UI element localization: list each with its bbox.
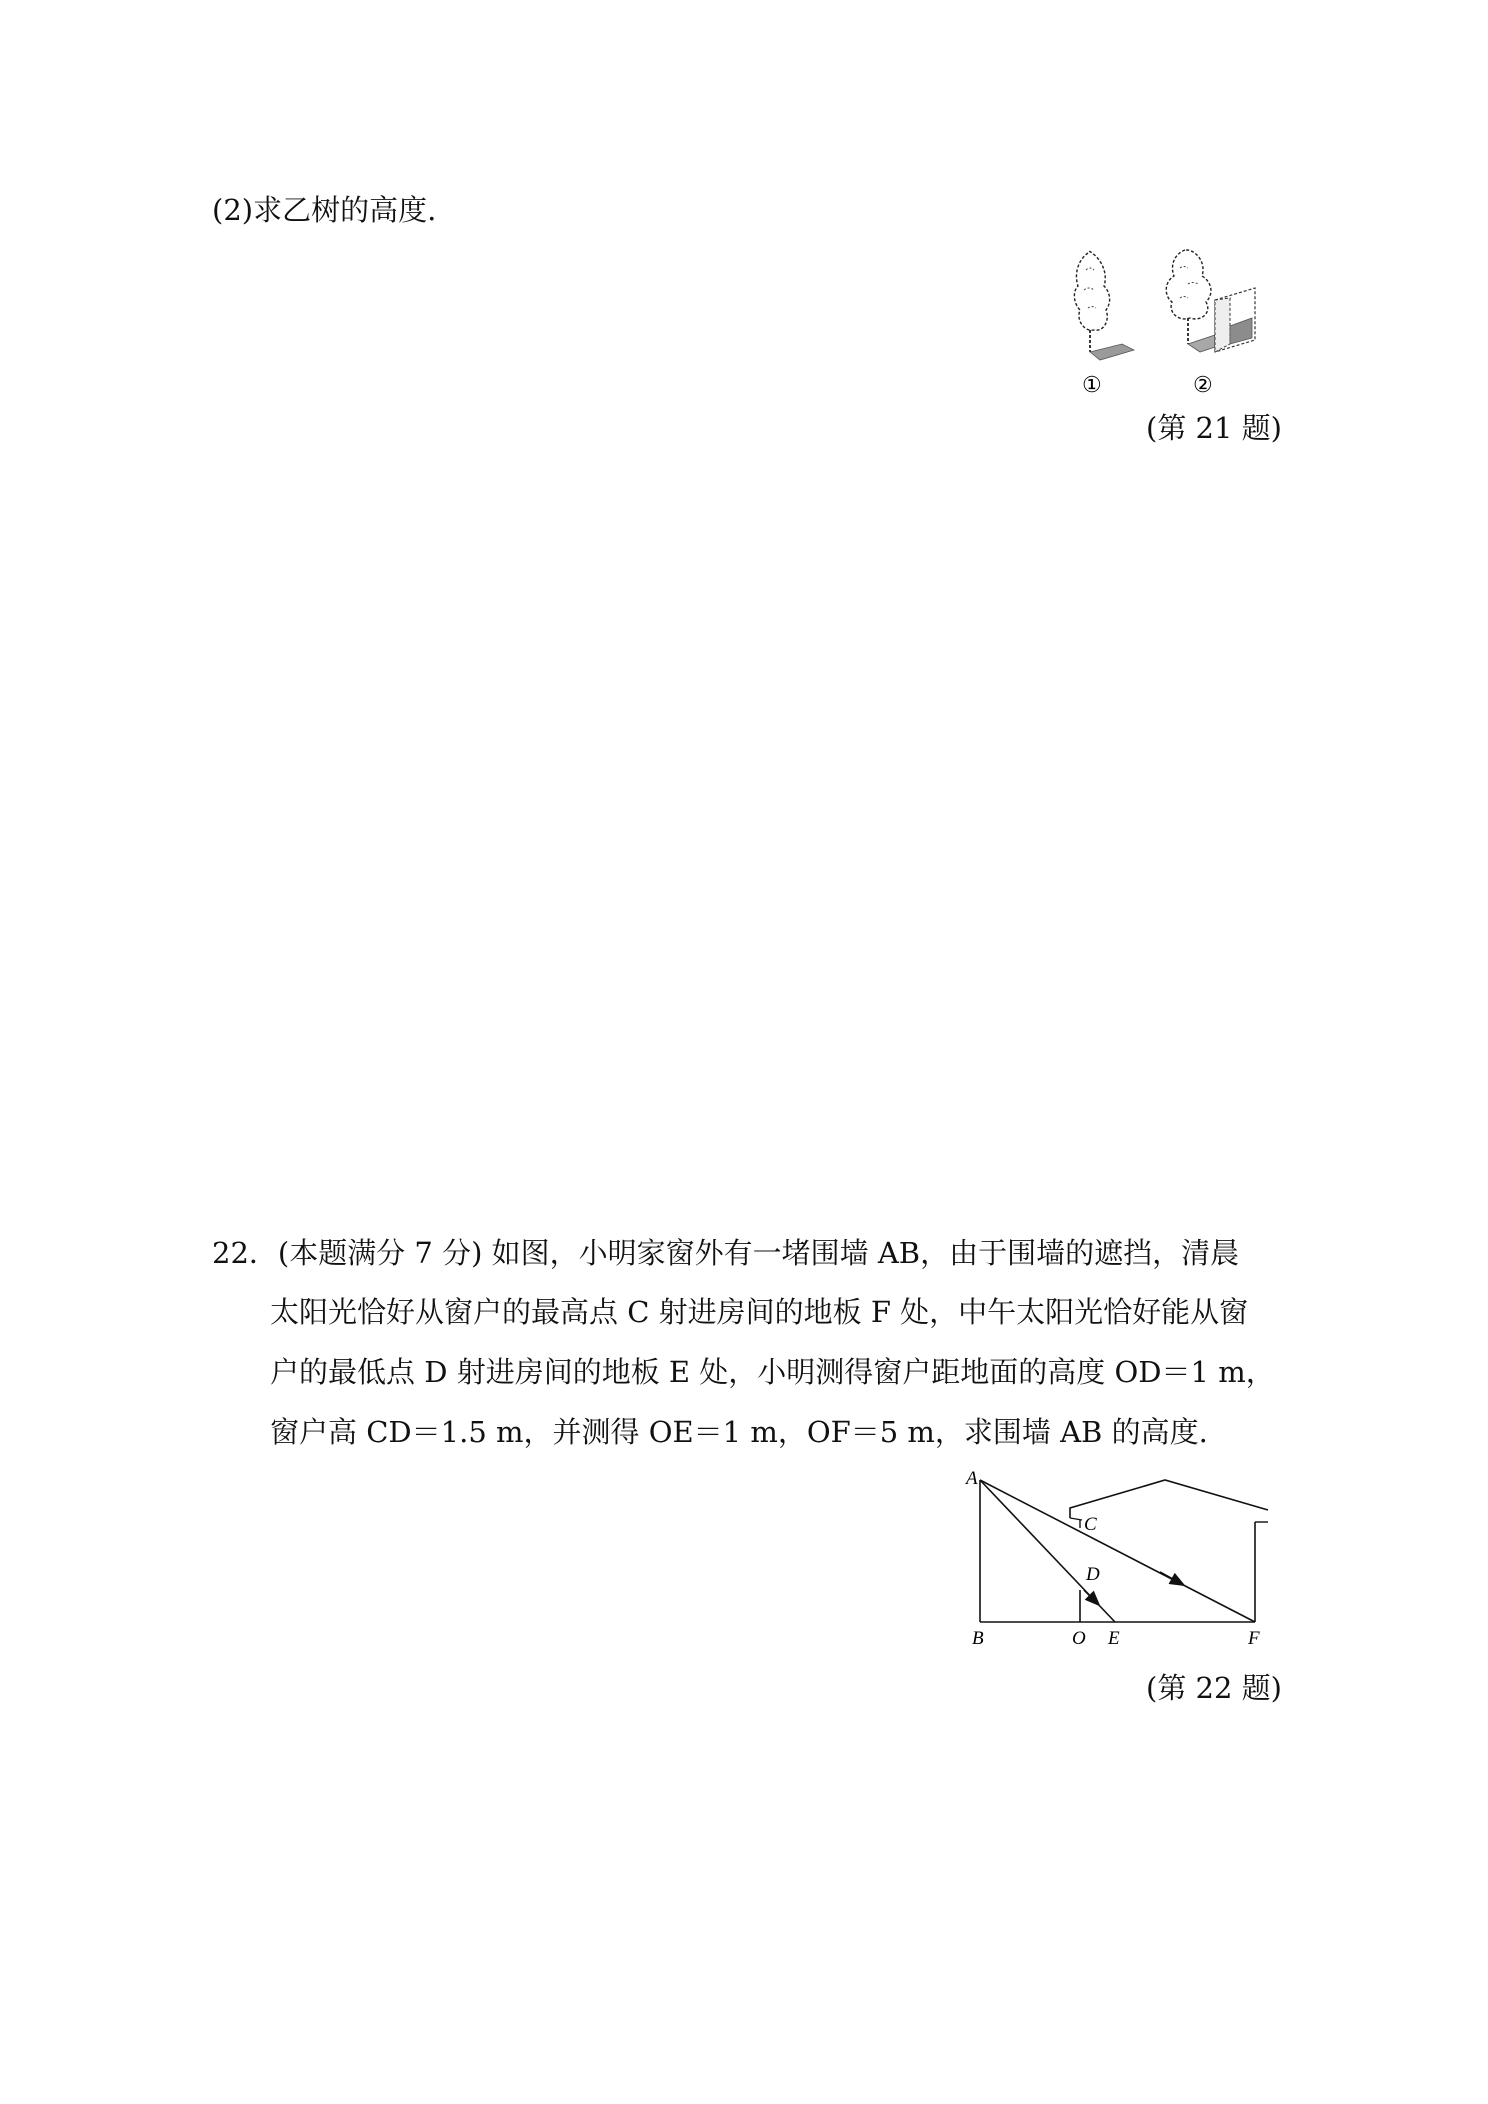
figure-21	[1030, 240, 1280, 400]
figure-21-caption: (第 21 题)	[1146, 411, 1282, 445]
figure-21-label-1: ①	[1082, 373, 1102, 398]
house-roof	[1070, 1480, 1268, 1518]
point-label-b: B	[972, 1628, 984, 1649]
q22-line-3: 户的最低点 D 射进房间的地板 E 处，小明测得窗户距地面的高度 OD＝1 m，	[270, 1355, 1275, 1389]
point-label-f: F	[1248, 1628, 1260, 1649]
figure-21-drawing	[1030, 240, 1280, 400]
figure-22-drawing	[950, 1460, 1280, 1650]
figure-22-caption: (第 22 题)	[1146, 1671, 1282, 1705]
point-label-e: E	[1108, 1628, 1120, 1649]
point-label-d: D	[1086, 1564, 1100, 1585]
q22-line-1: 22．(本题满分 7 分) 如图，小明家窗外有一堵围墙 AB，由于围墙的遮挡，清晨	[212, 1236, 1240, 1270]
point-label-a: A	[966, 1468, 978, 1489]
tree-2-icon	[1166, 250, 1255, 352]
point-label-o: O	[1072, 1628, 1086, 1649]
tree-1-icon	[1074, 252, 1134, 361]
q22-line-2: 太阳光恰好从窗户的最高点 C 射进房间的地板 F 处，中午太阳光恰好能从窗	[270, 1295, 1249, 1329]
figure-21-label-2: ②	[1193, 373, 1213, 398]
ray-a-f	[980, 1480, 1255, 1622]
figure-22	[950, 1460, 1280, 1650]
q21-part2-text: (2)求乙树的高度.	[212, 193, 437, 227]
point-label-c: C	[1084, 1514, 1097, 1535]
q22-line-4: 窗户高 CD＝1.5 m，并测得 OE＝1 m，OF＝5 m，求围墙 AB 的高度.	[270, 1415, 1208, 1449]
